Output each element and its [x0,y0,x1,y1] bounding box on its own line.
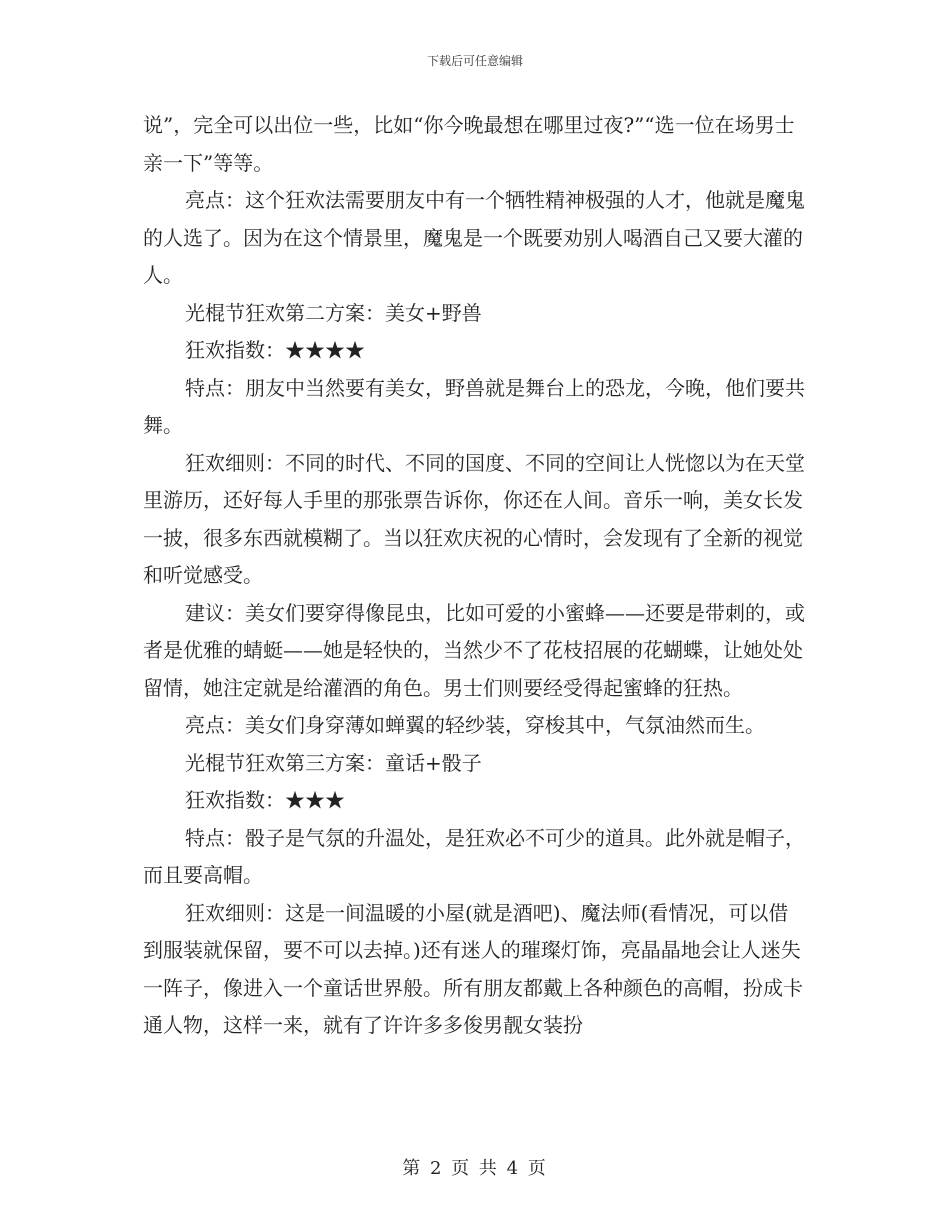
rating-line: 狂欢指数：★★★★ [185,338,365,362]
paragraph: 狂欢细则：不同的时代、不同的国度、不同的空间让人恍惚以为在天堂里游历，还好每人手里的那张票告诉你，你还在人间。音乐一响，美女长发一披，很多东西就模糊了。当以狂欢庆祝的心情时，会发现有了全新的视觉和听觉感受。 [143,450,805,587]
paragraph: 特点：骰子是气氛的升温处，是狂欢必不可少的道具。此外就是帽子，而且要高帽。 [143,825,805,887]
page-header: 下载后可任意编辑 [426,54,523,68]
paragraph: 狂欢细则：这是一间温暖的小屋(就是酒吧)、魔法师(看情况，可以借到服装就保留，要不可以去掉。)还有迷人的璀璨灯饰，亮晶晶地会让人迷失一阵子，像进入一个童话世界般。所有朋友都戴上各种颜色的高帽，扮成卡通人物，这样一来，就有了许许多多俊男靓女装扮 [143,900,803,1037]
document-body [143,107,807,1045]
rating-line: 狂欢指数：★★★ [185,788,345,812]
section-heading: 光棍节狂欢第三方案：童话+骰子 [185,750,482,775]
paragraph: 亮点：这个狂欢法需要朋友中有一个牺牲精神极强的人才，他就是魔鬼的人选了。因为在这个情景里，魔鬼是一个既要劝别人喝酒自己又要大灌的人。 [143,188,805,287]
paragraph: 特点：朋友中当然要有美女，野兽就是舞台上的恐龙，今晚，他们要共舞。 [143,375,805,437]
paragraph: 亮点：美女们身穿薄如蝉翼的轻纱装，穿梭其中，气氛油然而生。 [185,713,765,737]
paragraph: 建议：美女们要穿得像昆虫，比如可爱的小蜜蜂——还要是带刺的，或者是优雅的蜻蜓——她是轻快的，当然少不了花枝招展的花蝴蝶，让她处处留情，她注定就是给灌酒的角色。男士们则要经受得起蜜蜂的狂热。 [143,600,805,700]
section-heading: 光棍节狂欢第二方案：美女+野兽 [185,300,482,325]
page-footer: 第 2 页 共 4 页 [402,1158,548,1179]
paragraph: 说”，完全可以出位一些，比如“你今晚最想在哪里过夜?”“选一位在场男士亲一下”等等。 [143,113,795,175]
